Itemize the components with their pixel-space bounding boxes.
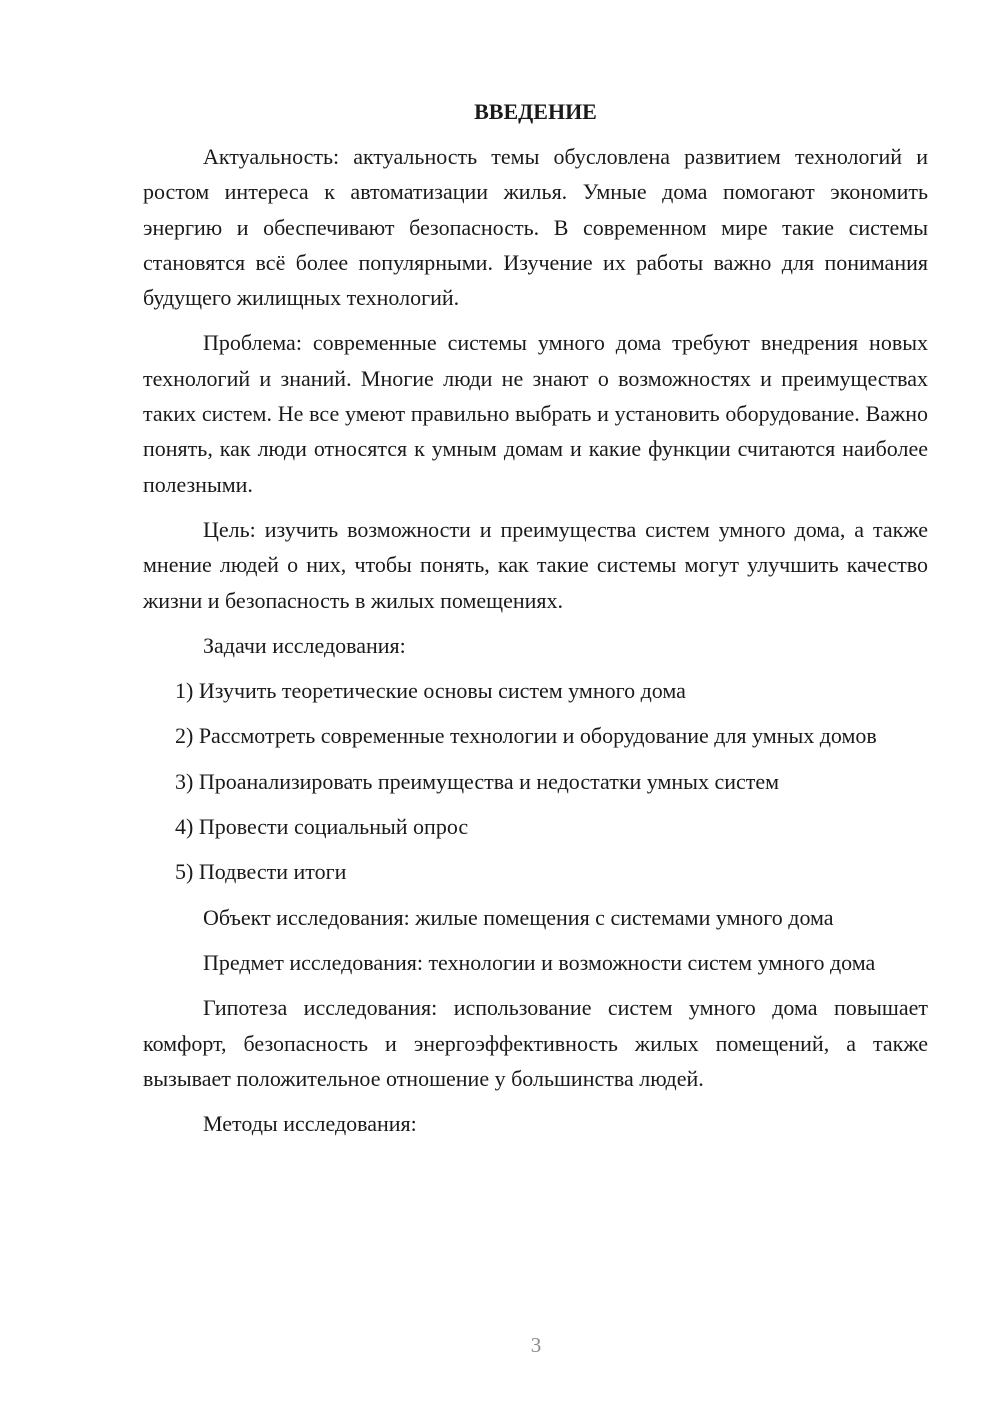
paragraph-subject: Предмет исследования: технологии и возможности систем умного дома [203,949,876,975]
task-item: 5) Подвести итоги [175,859,347,885]
task-item: 1) Изучить теоретические основы систем умного дома [175,678,686,704]
task-item: 3) Проанализировать преимущества и недостатки умных систем [175,768,780,794]
paragraph-tasks-heading: Задачи исследования: [203,632,406,658]
section-title: ВВЕДЕНИЕ [474,99,597,124]
task-item: 4) Провести социальный опрос [175,814,469,840]
paragraph-goal: Цель: изучить возможности и преимущества систем умного дома, а также мнение людей о них, чтобы понять, как такие системы могут улучшить качество жизни и безопасность в жилых помещениях. [143,516,928,613]
paragraph-problem: Проблема: современные системы умного дома требуют внедрения новых технологий и знаний. Многие люди не знают о возможностях и преимуществах таких систем. Не все умеют правильно выбрать и установить оборудование. Важно понять, как люди относятся к умным домам и какие функции считаются наиболее полезными. [143,330,928,497]
paragraph-object: Объект исследования: жилые помещения с системами умного дома [203,904,834,930]
document-page [143,94,928,1151]
paragraph-methods: Методы исследования: [203,1111,417,1137]
paragraph-hypothesis: Гипотеза исследования: использование систем умного дома повышает комфорт, безопасность и энергоэффективность жилых помещений, а также вызывает положительное отношение у большинства людей. [143,995,928,1091]
page-number: 3 [530,1333,542,1357]
paragraph-relevance: Актуальность: актуальность темы обусловлена развитием технологий и ростом интереса к автоматизации жилья. Умные дома помогают экономить энергию и обеспечивают безопасность. В современном мире такие системы становятся всё более популярными. Изучение их работы важно для понимания будущего жилищных технологий. [143,144,928,311]
task-item: 2) Рассмотреть современные технологии и оборудование для умных домов [175,723,877,749]
